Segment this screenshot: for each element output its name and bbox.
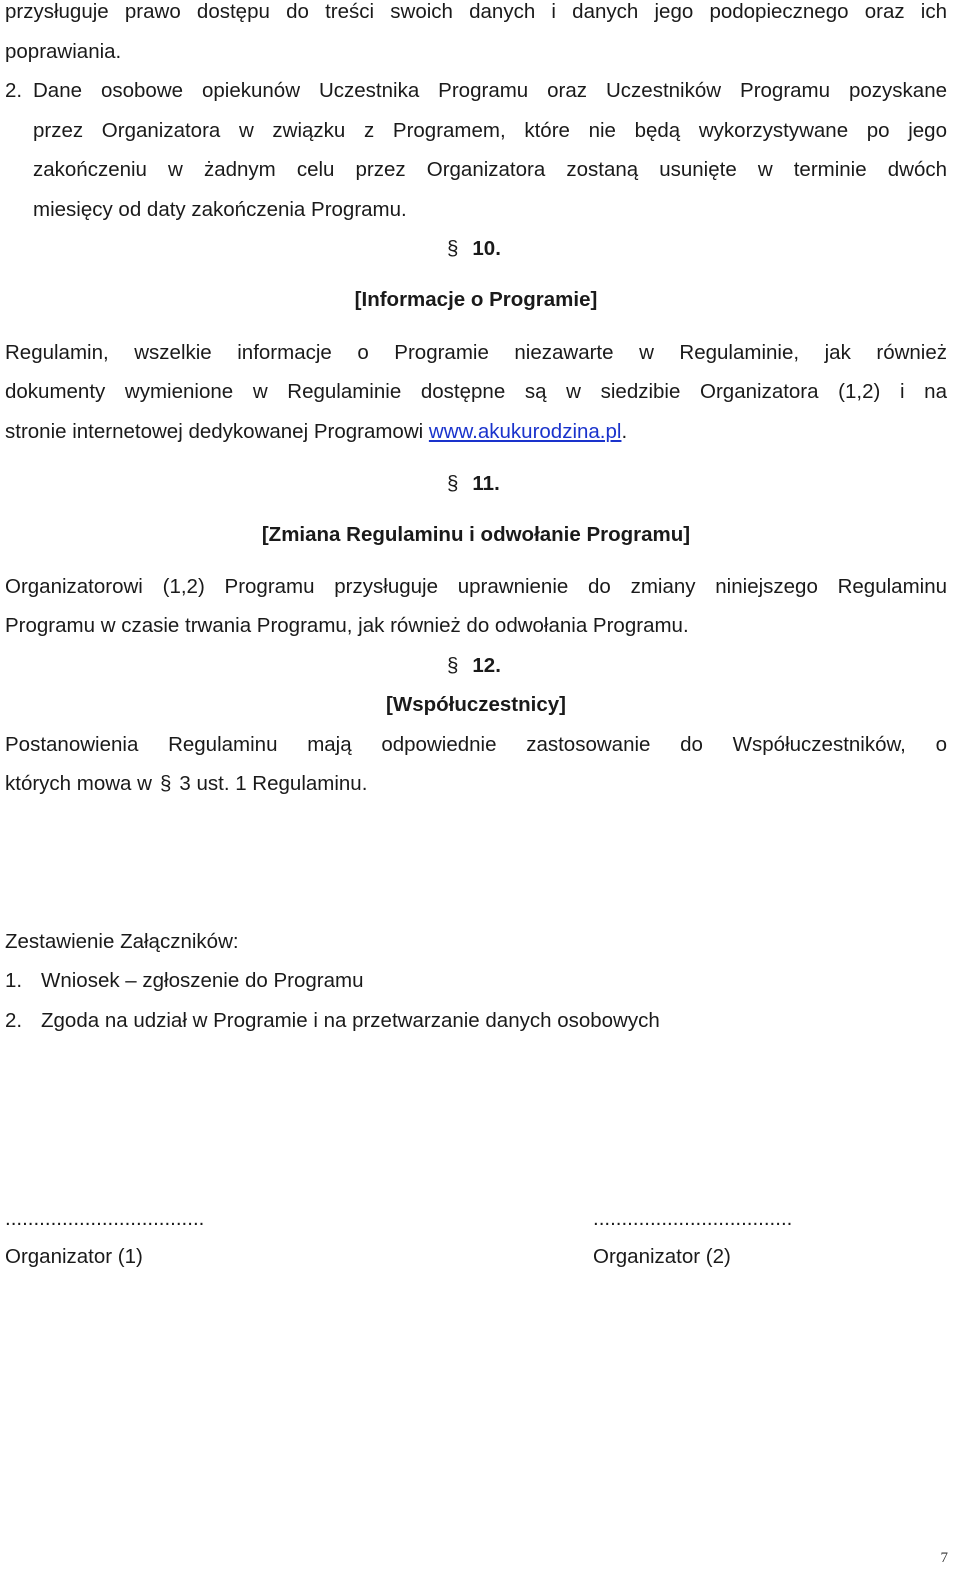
signature-label-left: Organizator (1) (5, 1245, 143, 1268)
section-number (447, 472, 647, 496)
signature-line-right: ................................... (593, 1207, 793, 1230)
paragraph-line (5, 772, 947, 796)
section-title: [Informacje o Programie] (354, 288, 598, 311)
list-number: 1. (5, 969, 23, 992)
list-number: 2. (5, 79, 23, 102)
attachments-heading: Zestawienie Załączników: (5, 930, 239, 953)
paragraph-line: Regulamin, wszelkie informacje o Programie niezawarte w Regulaminie, jak również (5, 341, 947, 364)
paragraph-line: Organizatorowi (1,2) Programu przysługuje uprawnienie do zmiany niniejszego Regulaminu (5, 575, 947, 598)
paragraph-line: przysługuje prawo dostępu do treści swoich danych i danych jego podopiecznego oraz ich (5, 0, 947, 23)
paragraph-line: poprawiania. (5, 40, 122, 63)
section-title: [Zmiana Regulaminu i odwołanie Programu] (261, 523, 691, 546)
section-sign: § (447, 237, 459, 260)
signature-label-right: Organizator (2) (593, 1245, 731, 1268)
paragraph-line: Postanowienia Regulaminu mają odpowiednie zastosowanie do Współuczestników, o (5, 733, 947, 756)
paragraph-line: przez Organizatora w związku z Programem, które nie będą wykorzystywane po jego (33, 119, 947, 142)
paragraph-line: zakończeniu w żadnym celu przez Organizatora zostaną usunięte w terminie dwóch (33, 158, 947, 181)
section-sign: § (447, 472, 459, 495)
paragraph-line (5, 420, 947, 444)
paragraph-line: miesięcy od daty zakończenia Programu. (33, 198, 407, 221)
attachment-item: Zgoda na udział w Programie i na przetwarzanie danych osobowych (41, 1009, 660, 1032)
paragraph-text: których mowa w (5, 772, 152, 795)
section-sign: § (447, 654, 459, 677)
section-sign: § (159, 772, 172, 795)
attachment-item: Wniosek – zgłoszenie do Programu (41, 969, 364, 992)
signature-line-left: ................................... (5, 1207, 205, 1230)
section-number (447, 654, 647, 678)
paragraph-line: dokumenty wymienione w Regulaminie dostępne są w siedzibie Organizatora (1,2) i na (5, 380, 947, 403)
section-title: [Współuczestnicy] (386, 693, 566, 716)
section-number-text: 10. (472, 237, 501, 260)
list-number: 2. (5, 1009, 23, 1032)
paragraph-line: Dane osobowe opiekunów Uczestnika Programu oraz Uczestników Programu pozyskane (33, 79, 947, 102)
paragraph-line: Programu w czasie trwania Programu, jak również do odwołania Programu. (5, 614, 689, 637)
section-number (447, 237, 647, 261)
website-link[interactable]: www.akukurodzina.pl (428, 420, 622, 443)
paragraph-end: . (621, 420, 628, 443)
section-number-text: 11. (472, 472, 500, 495)
page-number: 7 (940, 1550, 948, 1566)
paragraph-text: 3 ust. 1 Regulaminu. (179, 772, 368, 795)
section-number-text: 12. (472, 654, 501, 677)
paragraph-text: stronie internetowej dedykowanej Programowi (5, 420, 429, 443)
